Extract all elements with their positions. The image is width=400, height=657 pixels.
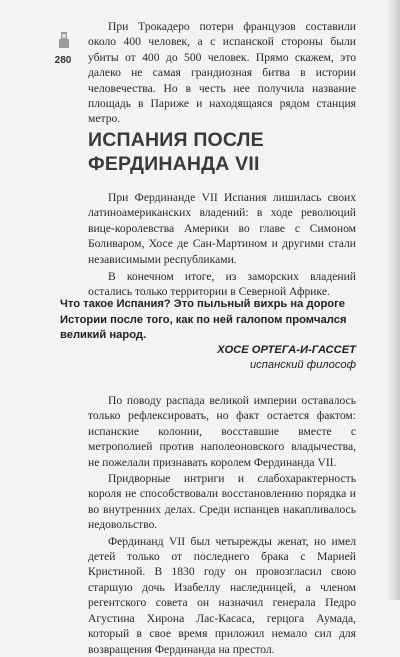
paragraph: В конечном итоге, из заморских владений остались только территории в Северной Африке. [88, 270, 356, 299]
quote-author: ХОСЕ ОРТЕГА-И-ГАССЕТ [217, 344, 356, 356]
page-binding-shadow [386, 0, 400, 600]
quote-author-role: испанский философ [249, 359, 356, 371]
paragraph: По поводу распада великой империи оставалось только рефлексировать, но факт остается фактом: испанские колонии, восставшие вместе с метрополией против наполеоновского владычества, не пожелали признавать королем Фердинанда VII. [88, 394, 356, 469]
epigraph-quote: Что такое Испания? Это пыльный вихрь на дороге Истории после того, как по ней галопом промчался великий народ. [60, 298, 347, 342]
paragraph: При Фердинанде VII Испания лишилась своих латиноамериканских владений: в ходе революций вице-королевства Америки во главе с Симоном Боливаром, Хосе де Сан-Мартином и другими стали независимыми республиками. [88, 191, 356, 266]
section-text [88, 190, 356, 300]
paragraph: Придворные интриги и слабохарактерность короля не способствовали восстановлению порядка и во внутренних делах. Среди испанцев накапливалось недовольство. [88, 472, 356, 532]
intro-text [88, 19, 356, 127]
bookmark-glyph-icon [57, 30, 71, 50]
page-number: 280 [54, 55, 72, 66]
closing-text [88, 393, 356, 657]
section-heading: ИСПАНИЯ ПОСЛЕ ФЕРДИНАНДА VII [88, 129, 264, 175]
paragraph: При Трокадеро потери французов составили около 400 человек, а с испанской стороны были убиты от 400 до 500 человек. Прямо скажем, это далеко не самая грандиозная битва в истории человечества. Но в честь нее получила название площадь в Париже и находящаяся рядом станция метро. [88, 20, 356, 126]
paragraph: Фердинанд VII был четырежды женат, но имел детей только от последнего брака с Марией Кристиной. В 1830 году он провозгласил свою старшую дочь Изабеллу наследницей, а членом регентского совета он назначил генерала Педро Агустина Хирона Лас-Касаса, герцога Аумада, который в свое время приложил немало сил для возвращения Фердинанда на престол. [88, 534, 356, 656]
